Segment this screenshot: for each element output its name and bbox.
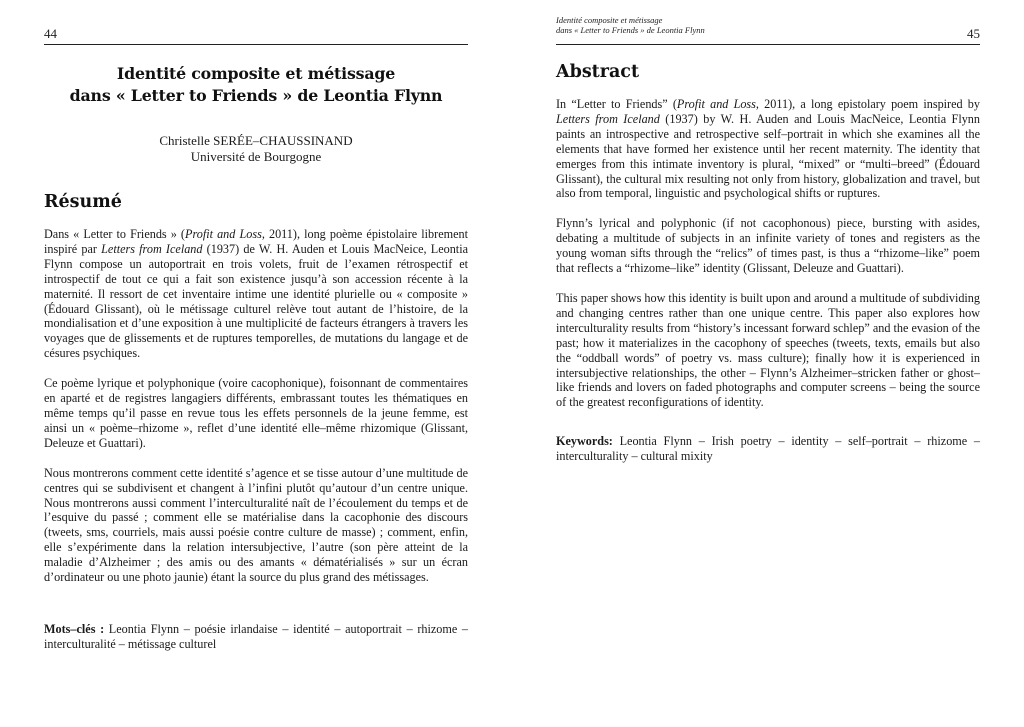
keywords-block bbox=[44, 622, 468, 652]
author-block bbox=[44, 133, 468, 165]
author-name: Christelle SERÉE–CHAUSSINAND bbox=[159, 133, 353, 148]
resume-paragraph-1 bbox=[44, 227, 468, 361]
article-title bbox=[44, 63, 468, 107]
abstract-paragraph-2: Flynn’s lyrical and polyphonic (if not cacophonous) piece, bursting with asides, debating a multitude of subjects in an infinite variety of tones and registers as the young woman sifts through the “relics” of times past, is thus a “rhizome–like” poem that reflects a “rhizome–like” identity (Glissant, Deleuze and Guattari). bbox=[556, 216, 980, 276]
abstract-paragraph-3: This paper shows how this identity is built upon and around a multitude of subdividing and changing centres rather than one unique centre. This paper also explores how interculturality results from “history’s incessant forward schlep” and the evasion of the past; how it materializes in the cacophony of speeches (tweets, texts, emails but also the “oddball words” of poetry vs. mass culture); finally how it is experienced in intersubjective relationships, the other – Flynn’s Alzheimer–stricken father or ghost–like friends and lovers on faded photographs and computer screens – being the source of the greatest reconfigurations of identity. bbox=[556, 290, 980, 410]
text-span: 2011), long poème épistolaire librement inspiré par bbox=[44, 227, 468, 256]
keywords-label: Keywords: bbox=[556, 434, 613, 448]
resume-body bbox=[44, 227, 468, 600]
page-number: 45 bbox=[967, 26, 980, 41]
work-title: Profit and Loss, bbox=[676, 97, 759, 111]
text-span: (1937) by W. H. Auden and Louis MacNeice, Leontia Flynn paints an introspective and retrospective self–portrait in which she examines all the elements that have formed her existence until her recent maternity. The identity that emerges from this intimate inventory is plural, “mixed” or “multi–breed” (Édouard Glissant), the cultural mix resulting not only from history, globalization and travel, but also from temporal, linguistic and psychological shifts or ruptures. bbox=[556, 111, 980, 201]
text-span: Dans « Letter to Friends » ( bbox=[44, 227, 185, 241]
right-page bbox=[556, 0, 980, 727]
work-title: Letters from Iceland bbox=[556, 111, 660, 126]
resume-paragraph-2: Ce poème lyrique et polyphonique (voire cacophonique), foisonnant de commentaires en aparté et de registres langagiers différents, embrassant toutes les thématiques en même temps qu’il passe en revue tous les effets personnels de la jeune femme, est ainsi un « poème–rhizome », reflet d’une identité elle–même rhizomique (Glissant, Deleuze et Guattari). bbox=[44, 376, 468, 450]
left-page-header bbox=[44, 0, 468, 45]
keywords-block bbox=[556, 434, 980, 464]
running-head bbox=[556, 15, 705, 35]
author-affiliation: Université de Bourgogne bbox=[190, 149, 322, 164]
abstract-body bbox=[556, 97, 980, 425]
abstract-paragraph-1 bbox=[556, 97, 980, 201]
page-number: 44 bbox=[44, 26, 57, 41]
text-span: 2011), a long epistolary poem inspired by bbox=[758, 97, 980, 111]
running-head-line-2: dans « Letter to Friends » de Leontia Flynn bbox=[556, 25, 705, 35]
right-page-header bbox=[556, 0, 980, 45]
keywords-text: Leontia Flynn – poésie irlandaise – identité – autoportrait – rhizome – interculturalité – métissage culturel bbox=[44, 622, 469, 651]
resume-paragraph-3: Nous montrerons comment cette identité s’agence et se tisse autour d’une multitude de centres qui se subdivisent et changent à l’infini plutôt qu’autour d’un centre unique. Nous montrerons aussi comment l’interculturalité naît de l’écoulement du temps et de l’esquive du passé ; comment elle se matérialise dans la cacophonie des discours (tweets, sms, courriels, mais aussi poésie contre culture de masse) ; comment, enfin, elle s’expérimente dans la relation intersubjective, l’autre (son père atteint de la maladie d’Alzheimer ; des amis ou des amants « dématérialisés » sur un écran d’ordinateur ou une photo jaunie) étant la source du plus grand des métissages. bbox=[44, 465, 468, 585]
title-line-2: dans « Letter to Friends » de Leontia Flynn bbox=[69, 86, 443, 105]
resume-heading: Résumé bbox=[44, 192, 122, 212]
left-page bbox=[44, 0, 468, 727]
text-span: (1937) de W. H. Auden et Louis MacNeice, Leontia Flynn compose un autoportrait en trois volets, fruit de l’examen rétrospectif et introspectif de tout ce qui a fait son existence jusqu’à son accession récente à la maternité. Il ressort de cet inventaire intime une identité plurielle ou « composite » (Édouard Glissant), où le métissage culturel relève tout autant de l’histoire, de la mondialisation et d’une exposition à une multiplicité de facteurs étrangers à travers les voyages que de glissements et de ruptures temporelles, de mutations du langage et de césures psychiques. bbox=[44, 241, 468, 361]
work-title: Letters from Iceland bbox=[101, 241, 203, 256]
keywords-label: Mots–clés : bbox=[44, 622, 105, 636]
title-line-1: Identité composite et métissage bbox=[116, 64, 396, 83]
work-title: Profit and Loss, bbox=[185, 227, 265, 241]
abstract-heading: Abstract bbox=[556, 62, 640, 82]
keywords-text: Leontia Flynn – Irish poetry – identity – self–portrait – rhizome – interculturality – cultural mixity bbox=[556, 434, 980, 463]
running-head-line-1: Identité composite et métissage bbox=[556, 15, 663, 25]
text-span: In “Letter to Friends” ( bbox=[556, 97, 677, 111]
